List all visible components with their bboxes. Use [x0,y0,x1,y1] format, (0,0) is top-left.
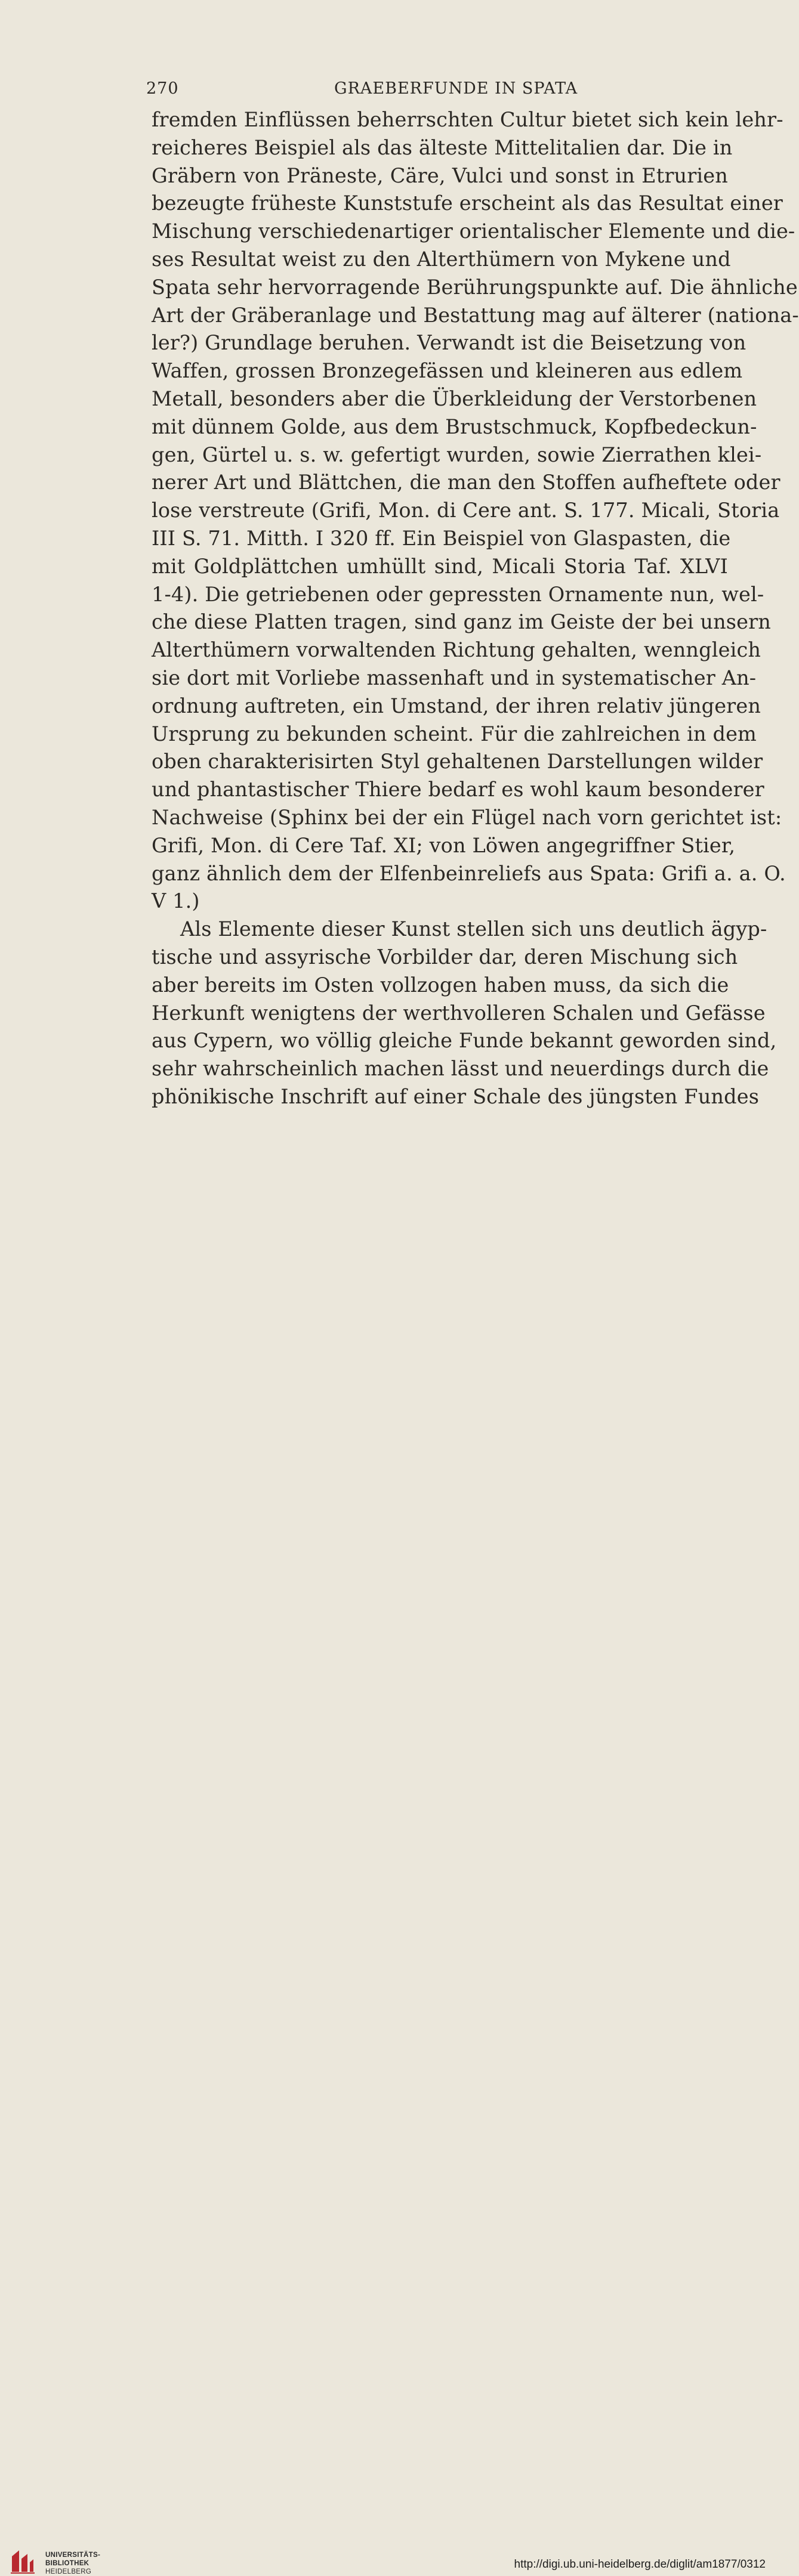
text-line: aber bereits im Osten vollzogen haben muss, da sich die [152,973,729,997]
text-line: fremden Einflüssen beherrschten Cultur bietet sich kein lehr- [152,108,783,131]
text-line: reicheres Beispiel als das älteste Mittelitalien dar. Die in [152,135,733,159]
source-url-link[interactable]: http://digi.ub.uni-heidelberg.de/diglit/am1877/0312 [514,2558,766,2571]
text-line: tische und assyrische Vorbilder dar, deren Mischung sich [152,945,738,969]
text-line: Gräbern von Präneste, Cäre, Vulci und sonst in Etrurien [152,163,728,187]
text-line: Alterthümern vorwaltenden Richtung gehalten, wenngleich [152,638,761,662]
body-text [152,106,799,1111]
text-line: oben charakterisirten Styl gehaltenen Darstellungen wilder [152,750,763,774]
running-title: GRAEBERFUNDE IN SPATA [334,79,578,98]
text-line: Nachweise (Sphinx bei der ein Flügel nach vorn gerichtet ist: [152,805,782,829]
text-line: und phantastischer Thiere bedarf es wohl kaum besonderer [152,778,764,802]
text-line: aus Cypern, wo völlig gleiche Funde bekannt geworden sind, [152,1029,777,1053]
text-line: ses Resultat weist zu den Alterthümern von Mykene und [152,247,731,271]
text-line: mit Goldplättchen umhüllt sind, Micali Storia Taf. XLVI [152,554,728,578]
text-line: sie dort mit Vorliebe massenhaft und in systematischer An- [152,666,757,689]
text-line: Grifi, Mon. di Cere Taf. XI; von Löwen angegriffner Stier, [152,833,736,857]
page-number: 270 [146,79,179,98]
running-head [146,79,727,101]
text-line: Als Elemente dieser Kunst stellen sich uns deutlich ägyp- [180,917,767,941]
text-line: nerer Art und Blättchen, die man den Stoffen aufheftete oder [152,471,781,494]
text-line: Herkunft wenigtens der werthvolleren Schalen und Gefässe [152,1001,766,1025]
text-line: sehr wahrscheinlich machen lässt und neuerdings durch die [152,1057,769,1081]
text-line: Spata sehr hervorragende Berührungspunkte auf. Die ähnliche [152,275,798,299]
text-line: che diese Platten tragen, sind ganz im Geiste der bei unsern [152,610,771,634]
institution-line: BIBLIOTHEK [45,2560,90,2567]
institution-name [45,2551,100,2576]
text-line: gen, Gürtel u. s. w. gefertigt wurden, sowie Zierrathen klei- [152,443,762,466]
text-line: ganz ähnlich dem der Elfenbeinreliefs aus Spata: Grifi a. a. O. [152,861,786,885]
footer [0,1270,778,2575]
text-line: Waffen, grossen Bronzegefässen und kleineren aus edlem [152,359,743,383]
text-line: lose verstreute (Grifi, Mon. di Cere ant. S. 177. Micali, Storia [152,499,780,522]
text-line: phönikische Inschrift auf einer Schale des jüngsten Fundes [152,1084,760,1108]
text-line: Art der Gräberanlage und Bestattung mag auf älterer (nationa- [152,303,799,327]
text-line: ordnung auftreten, ein Umstand, der ihren relativ jüngeren [152,694,761,718]
institution-line: UNIVERSITÄTS- [45,2552,101,2559]
institution-line: HEIDELBERG [45,2568,92,2575]
text-line: Mischung verschiedenartiger orientalischer Elemente und die- [152,219,795,243]
library-logo-icon [10,2548,36,2574]
text-line: ler?) Grundlage beruhen. Verwandt ist die Beisetzung von [152,331,746,355]
text-line: III S. 71. Mitth. I 320 ff. Ein Beispiel von Glaspasten, die [152,526,731,550]
text-line: V 1.) [152,889,200,913]
text-line: 1-4). Die getriebenen oder gepressten Ornamente nun, wel- [152,582,764,606]
text-line: Metall, besonders aber die Überkleidung der Verstorbenen [152,386,757,410]
text-line: mit dünnem Golde, aus dem Brustschmuck, Kopfbedeckun- [152,415,757,438]
text-line: bezeugte früheste Kunststufe erscheint als das Resultat einer [152,191,783,215]
text-line: Ursprung zu bekunden scheint. Für die zahlreichen in dem [152,722,757,746]
